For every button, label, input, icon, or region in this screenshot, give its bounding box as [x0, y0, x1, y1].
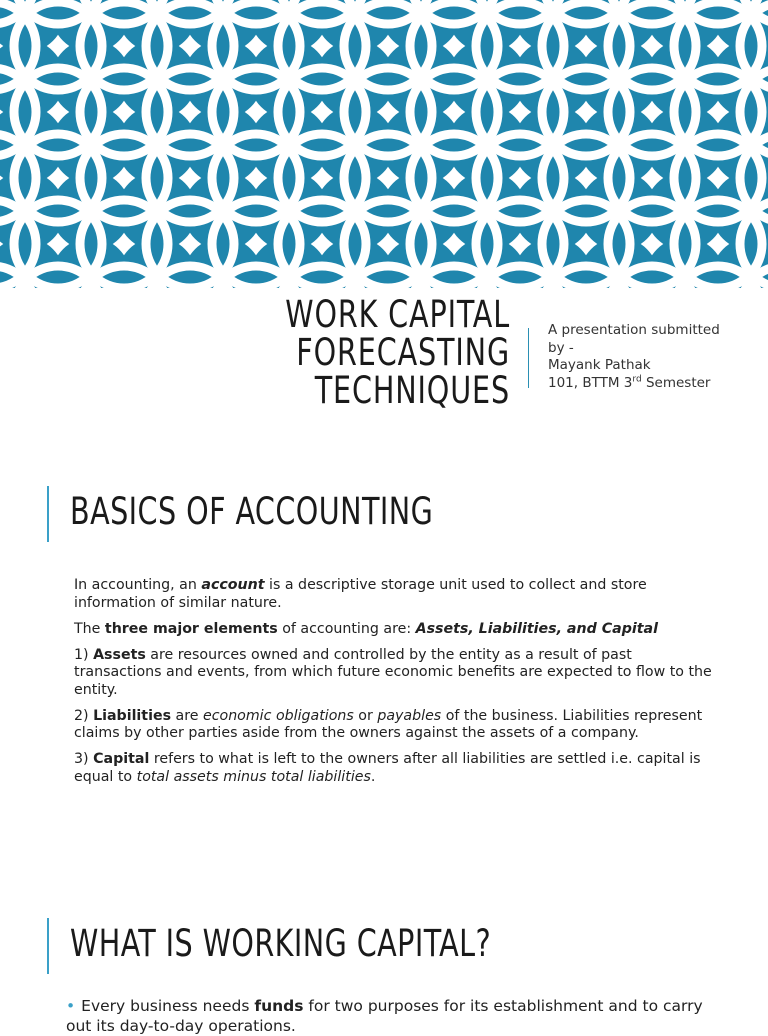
- title-line-1: WORK CAPITAL: [285, 293, 510, 336]
- subtitle-author: Mayank Pathak: [548, 357, 651, 373]
- paragraph-account: In accounting, an account is a descriptive storage unit used to collect and store information of similar nature.: [74, 577, 647, 611]
- paragraph-capital: 3) Capital refers to what is left to the owners after all liabilities are settled i.e. capital is equal to total assets minus total liabilities.: [74, 751, 701, 785]
- presentation-subtitle: [548, 322, 758, 392]
- subtitle-line-2: by -: [548, 339, 574, 356]
- paragraph-elements: The three major elements of accounting are: Assets, Liabilities, and Capital: [74, 620, 658, 637]
- section-accent-bar: [47, 486, 49, 542]
- paragraph-assets: 1) Assets are resources owned and controlled by the entity as a result of past transactions and events, from which future economic benefits are expected to flow to the entity.: [74, 646, 712, 698]
- working-capital-bullet: • Every business needs funds for two purposes for its establishment and to carry out its day-to-day operations.: [66, 997, 703, 1035]
- paragraph-liabilities: 2) Liabilities are economic obligations or payables of the business. Liabilities represent claims by other parties aside from the owners against the assets of a company.: [74, 707, 703, 741]
- title-line-2: FORECASTING: [296, 331, 510, 374]
- title-divider: [528, 328, 529, 388]
- presentation-title: [149, 293, 510, 412]
- decorative-pattern-banner: [0, 0, 768, 288]
- basics-body: [74, 577, 714, 795]
- subtitle-roll-semester: 101, BTTM 3rd Semester: [548, 374, 711, 391]
- title-line-3: TECHNIQUES: [314, 369, 510, 412]
- subtitle-line-1: A presentation submitted: [548, 322, 720, 338]
- section-accent-bar: [47, 918, 49, 974]
- section-heading-basics: BASICS OF ACCOUNTING: [70, 490, 434, 533]
- bullet-dot-icon: •: [66, 997, 76, 1015]
- section-heading-working-capital: WHAT IS WORKING CAPITAL?: [70, 922, 492, 965]
